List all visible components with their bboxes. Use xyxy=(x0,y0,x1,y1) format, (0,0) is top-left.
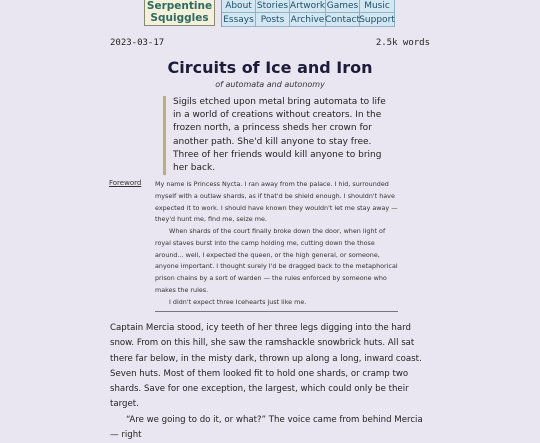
site-header xyxy=(0,0,540,30)
nav-artwork[interactable]: Artwork xyxy=(290,0,326,13)
foreword-paragraph: My name is Princess Nycta. I ran away from the palace. I hid, surrounded myself with a outlaw shards, as if that'd be shield enough. I shouldn't have expected it to work. I should have known they wouldn't let me stay away — they'd hunt me, find me, seize me. xyxy=(155,180,398,224)
story-body xyxy=(110,321,430,443)
nav-posts[interactable]: Posts xyxy=(256,13,290,27)
logo-line-2: Squiggles xyxy=(150,11,209,24)
foreword-paragraph: When shards of the court finally broke down the door, when light of royal staves burst into the camp holding me, cutting down the those around... well, I expected the queen, or the high general, or someone, anyone important. I thought surely I'd be dragged back to the metaphorical prison chains by a sort of warden — the rules enforced by someone who makes the rules. xyxy=(155,227,398,294)
publish-date: 2023-03-17 xyxy=(110,38,165,48)
foreword-paragraph: I didn't expect three Icehearts just like me. xyxy=(169,297,307,306)
logo-line-1: Serpentine xyxy=(146,0,213,12)
word-count: 2.5k words xyxy=(375,38,430,48)
nav-music[interactable]: Music xyxy=(360,0,395,13)
nav-archive[interactable]: Archive xyxy=(290,13,326,27)
nav-about[interactable]: About xyxy=(222,0,256,13)
nav-contact[interactable]: Contact xyxy=(326,13,360,27)
story-paragraph: Captain Mercia stood, icy teeth of her three legs digging into the hard snow. From on this hill, she saw the ramshackle snowbrick huts. All sat there far below, in the misty dark, thrown up along a long, inward coast. Seven huts. Most of them looked fit to hold one shards, or cramp two shards. Save for one exception, the largest, which could only be their target. xyxy=(110,323,422,410)
nav-stories[interactable]: Stories xyxy=(256,0,290,13)
nav-essays[interactable]: Essays xyxy=(222,13,256,27)
story-paragraph: “Are we going to do it, or what?” The voice came from behind Mercia — right xyxy=(110,414,423,441)
story-title: Circuits of Ice and Iron xyxy=(167,58,373,77)
story-subtitle: of automata and autonomy xyxy=(215,80,325,89)
foreword-label[interactable]: Foreword xyxy=(109,179,142,187)
story-summary: Sigils etched upon metal bring automata to life in a world of creations without creators. In the frozen north, a princess sheds her crown for another path. She'd kill anyone to stay free. Three of her friends would kill anyone to bring her back. xyxy=(163,96,388,175)
site-logo[interactable] xyxy=(144,0,215,26)
section-divider xyxy=(155,311,398,312)
foreword-text xyxy=(155,179,400,308)
nav-games[interactable]: Games xyxy=(326,0,360,13)
nav-support[interactable]: Support xyxy=(360,13,395,27)
main-nav xyxy=(221,0,394,27)
